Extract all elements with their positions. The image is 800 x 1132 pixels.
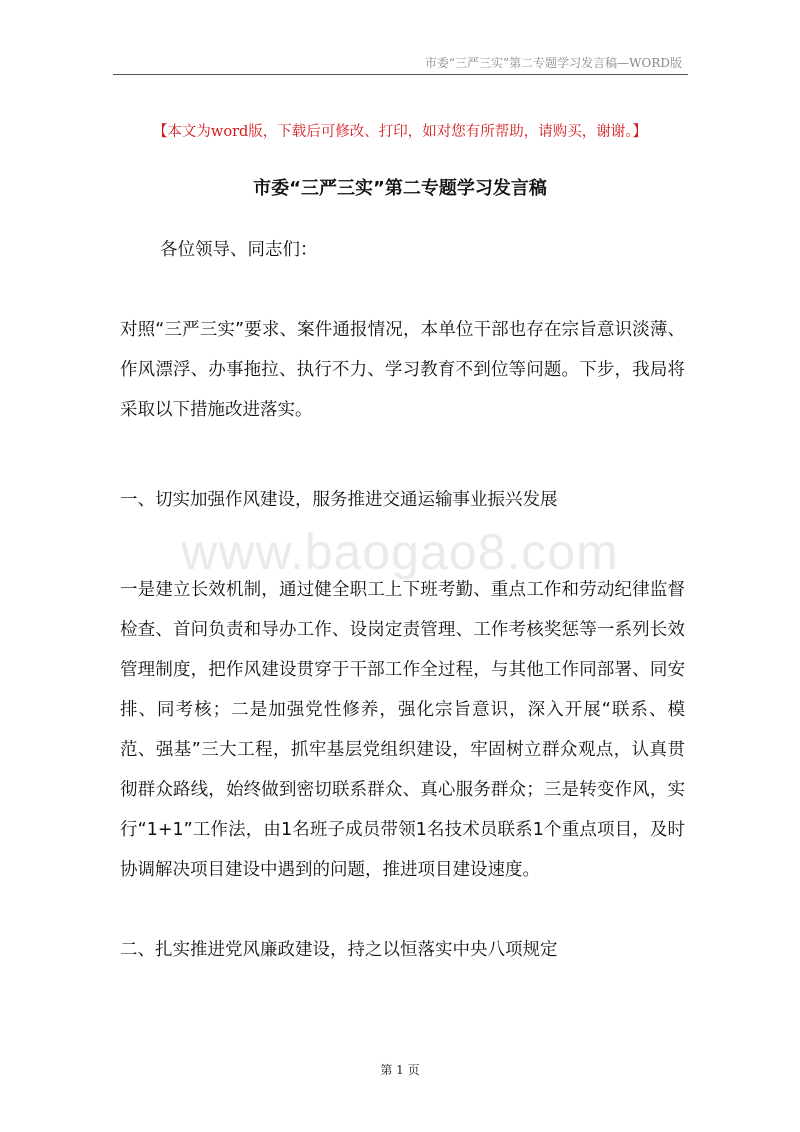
download-notice: 【本文为word版，下载后可修改、打印，如对您有所帮助，请购买，谢谢。】 (152, 124, 648, 140)
spacer (120, 520, 685, 570)
document-body (120, 230, 685, 970)
spacer (120, 890, 685, 930)
document-title: 市委“三严三实”第二专题学习发言稿 (253, 178, 547, 199)
watermark: www.baogao8.com (181, 524, 619, 580)
running-header: 市委“三严三实”第二专题学习发言稿—WORD版 (424, 56, 682, 70)
salutation: 各位领导、同志们： (160, 240, 318, 260)
spacer (120, 270, 685, 310)
section-heading-1: 一、切实加强作风建设，服务推进交通运输事业振兴发展 (120, 490, 558, 510)
spacer (120, 430, 685, 480)
body-paragraph: 一是建立长效机制，通过健全职工上下班考勤、重点工作和劳动纪律监督检查、首问负责和导办工作、设岗定责管理、工作考核奖惩等一系列长效管理制度，把作风建设贯穿于干部工作全过程，与其他工作同部署、同安排、同考核；二是加强党性修养，强化宗旨意识，深入开展“联系、模范、强基”三大工程，抓牢基层党组织建设，牢固树立群众观点，认真贯彻群众路线，始终做到密切联系群众、真心服务群众；三是转变作风，实行“1+1”工作法，由1名班子成员带领1名技术员联系1个重点项目，及时协调解决项目建设中遇到的问题，推进项目建设速度。 (120, 580, 685, 880)
header-divider (113, 74, 688, 75)
page-number: 第 1 页 (380, 1063, 420, 1077)
section-heading-2: 二、扎实推进党风廉政建设，持之以恒落实中央八项规定 (120, 940, 558, 960)
intro-paragraph: 对照“三严三实”要求、案件通报情况，本单位干部也存在宗旨意识淡薄、作风漂浮、办事拖拉、执行不力、学习教育不到位等问题。下步，我局将采取以下措施改进落实。 (120, 320, 685, 420)
